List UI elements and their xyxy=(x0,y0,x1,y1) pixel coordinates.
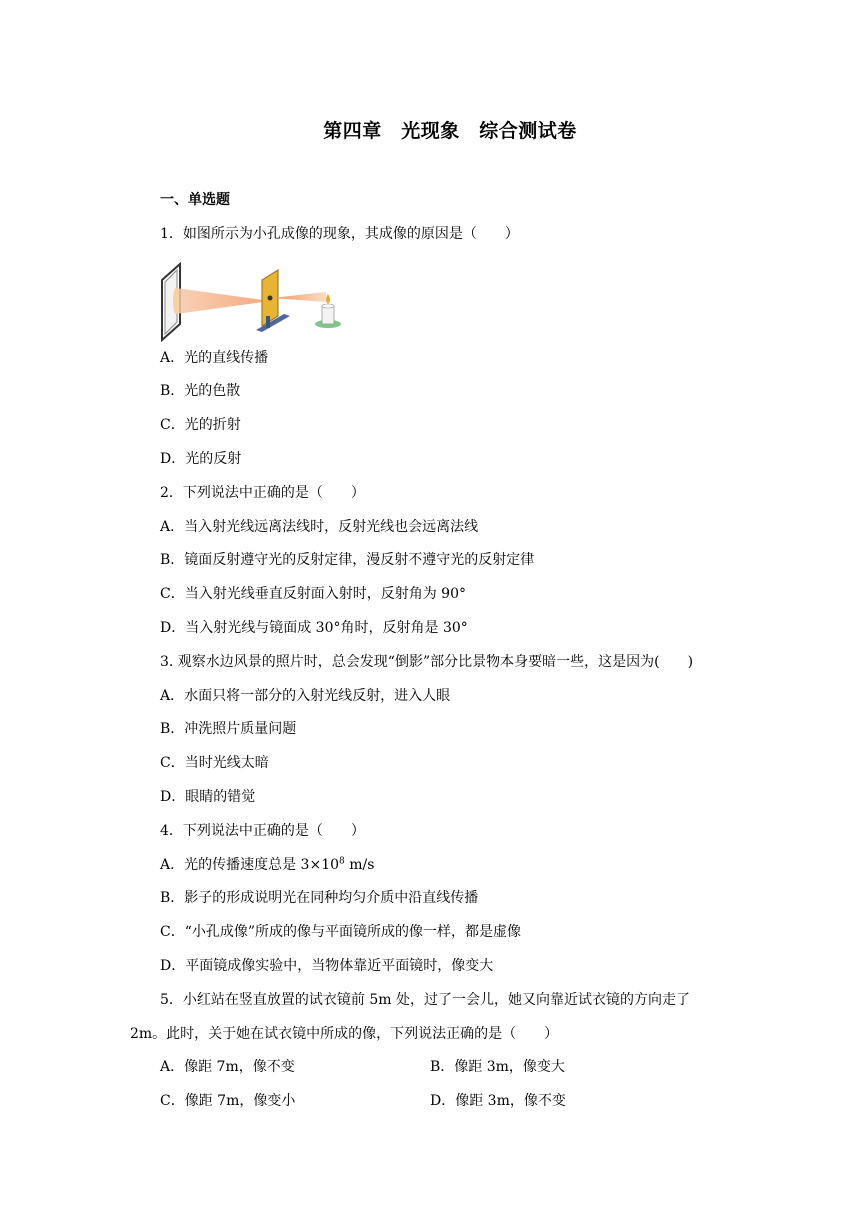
q1-option-a: A．光的直线传播 xyxy=(160,350,269,366)
q3-option-a: A．水面只将一部分的入射光线反射，进入人眼 xyxy=(160,688,451,704)
question-4-stem: 4．下列说法中正确的是（ ） xyxy=(160,823,365,839)
q3-option-c: C．当时光线太暗 xyxy=(160,755,269,771)
question-3-stem: 3. 观察水边风景的照片时，总会发现“倒影”部分比景物本身要暗一些，这是因为( ) xyxy=(160,654,694,670)
question-5-stem-line1: 5．小红站在竖直放置的试衣镜前 5m 处，过了一会儿，她又向靠近试衣镜的方向走了 xyxy=(160,992,690,1008)
pinhole-camera-figure xyxy=(158,258,354,342)
q1-option-b: B．光的色散 xyxy=(160,383,241,399)
q1-option-c: C．光的折射 xyxy=(160,417,241,433)
q2-option-c: C．当入射光线垂直反射面入射时，反射角为 90° xyxy=(160,586,466,602)
q4-option-d: D．平面镜成像实验中，当物体靠近平面镜时，像变大 xyxy=(160,958,494,974)
q1-option-d: D．光的反射 xyxy=(160,451,242,467)
flame-icon xyxy=(326,294,330,304)
q2-option-b: B．镜面反射遵守光的反射定律，漫反射不遵守光的反射定律 xyxy=(160,552,535,568)
q4-option-b: B．影子的形成说明光在同种均匀介质中沿直线传播 xyxy=(160,890,479,906)
q5-option-b: B．像距 3m，像变大 xyxy=(430,1059,565,1075)
question-2-stem: 2．下列说法中正确的是（ ） xyxy=(160,485,365,501)
q5-option-c: C．像距 7m，像变小 xyxy=(160,1093,296,1109)
q4-speed-unit: m/s xyxy=(344,857,375,873)
page-title: 第四章 光现象 综合测试卷 xyxy=(323,120,577,142)
question-5-stem-line2: 2m。此时，关于她在试衣镜中所成的像，下列说法正确的是（ ） xyxy=(130,1026,559,1042)
question-1-stem: 1．如图所示为小孔成像的现象，其成像的原因是（ ） xyxy=(160,226,519,242)
q5-option-d: D．像距 3m，像不变 xyxy=(430,1093,566,1109)
q5-option-a: A．像距 7m，像不变 xyxy=(160,1059,295,1075)
q4-option-a xyxy=(160,855,374,875)
q2-option-d: D．当入射光线与镜面成 30°角时，反射角是 30° xyxy=(160,620,468,636)
q2-option-a: A．当入射光线远离法线时，反射光线也会远离法线 xyxy=(160,519,479,535)
q4-option-a-text: A．光的传播速度总是 3×10 xyxy=(160,857,340,873)
q3-option-d: D．眼睛的错觉 xyxy=(160,789,256,805)
q4-speed-exponent: 8 xyxy=(339,856,345,867)
q4-option-c: C．“小孔成像”所成的像与平面镜所成的像一样，都是虚像 xyxy=(160,924,522,940)
candle xyxy=(322,306,334,324)
q3-option-b: B．冲洗照片质量问题 xyxy=(160,721,297,737)
section-heading: 一、单选题 xyxy=(160,192,230,208)
